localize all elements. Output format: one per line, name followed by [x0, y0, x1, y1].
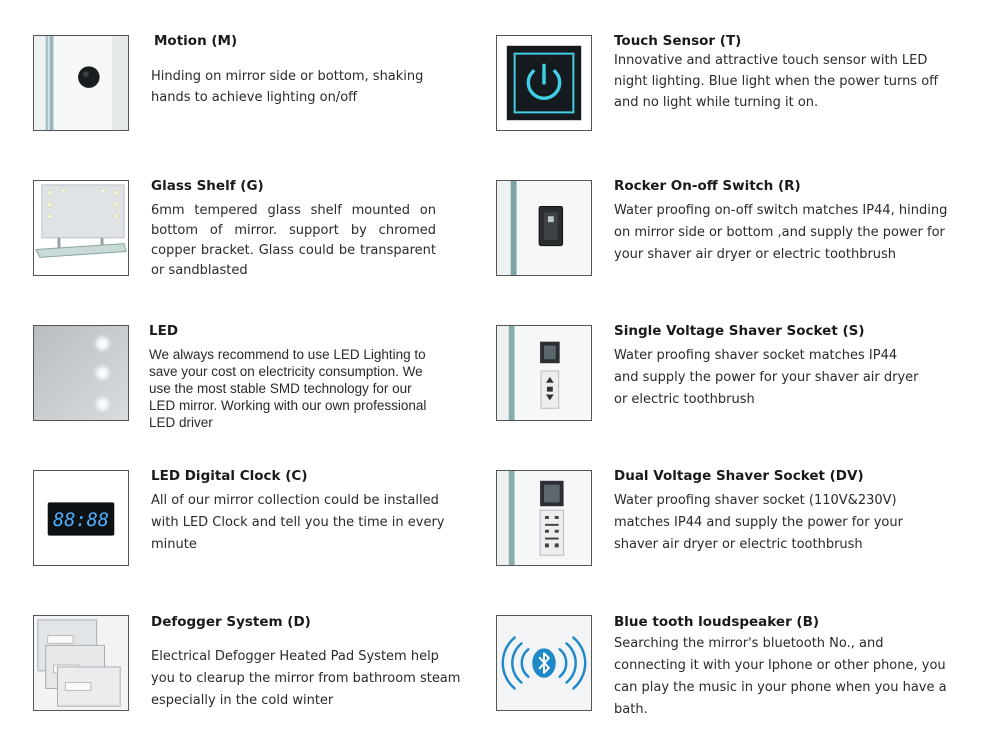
rocker-switch-icon: [496, 180, 592, 276]
feature-title: Glass Shelf (G): [151, 178, 264, 194]
feature-description: Searching the mirror's bluetooth No., and connecting it with your Iphone or other phone, you can play the music in your phone when you have a bath.: [614, 636, 947, 717]
feature-title: Touch Sensor (T): [614, 33, 742, 49]
feature-description: Water proofing shaver socket (110V&230V) matches IP44 and supply the power for your shaver air dryer or electric toothbrush: [614, 493, 903, 552]
defogger-pad-icon: [33, 615, 129, 711]
feature-title: Motion (M): [154, 33, 238, 49]
feature-description: Electrical Defogger Heated Pad System help you to clearup the mirror from bathroom steam especially in the cold winter: [151, 649, 461, 708]
bluetooth-speaker-icon: [496, 615, 592, 711]
feature-title: Single Voltage Shaver Socket (S): [614, 323, 865, 339]
feature-title: LED Digital Clock (C): [151, 468, 308, 484]
clock-digits: 88:88: [53, 509, 109, 531]
feature-description: Water proofing shaver socket matches IP44 and supply the power for your shaver air dryer or electric toothbrush: [614, 348, 919, 407]
feature-title: Defogger System (D): [151, 614, 311, 630]
dual-socket-icon: [496, 470, 592, 566]
feature-description: Innovative and attractive touch sensor with LED night lighting. Blue light when the power turns off and no light while turning it on.: [614, 53, 939, 110]
feature-description: We always recommend to use LED Lighting to save your cost on electricity consumption. We use the most stable SMD technology for our LED mirror. Working with our own professional LED driver: [149, 347, 427, 430]
led-lights-icon: [33, 325, 129, 421]
digital-clock-icon: [33, 470, 129, 566]
feature-description: Hinding on mirror side or bottom, shaking hands to achieve lighting on/off: [151, 69, 424, 105]
feature-title: Rocker On-off Switch (R): [614, 178, 801, 194]
feature-title: LED: [149, 323, 179, 339]
power-touch-icon: [496, 35, 592, 131]
shaver-socket-icon: [496, 325, 592, 421]
feature-description: Water proofing on-off switch matches IP44, hinding on mirror side or bottom ,and supply the power for your shaver air dryer or electric toothbrush: [614, 203, 948, 262]
motion-sensor-icon: [33, 35, 129, 131]
feature-title: Blue tooth loudspeaker (B): [614, 614, 820, 630]
feature-description: 6mm tempered glass shelf mounted on bottom of mirror. support by chromed copper bracket. Glass could be transparent or sandblasted: [151, 203, 436, 278]
glass-shelf-icon: [33, 180, 129, 276]
feature-title: Dual Voltage Shaver Socket (DV): [614, 468, 864, 484]
feature-description: All of our mirror collection could be installed with LED Clock and tell you the time in every minute: [151, 493, 445, 552]
